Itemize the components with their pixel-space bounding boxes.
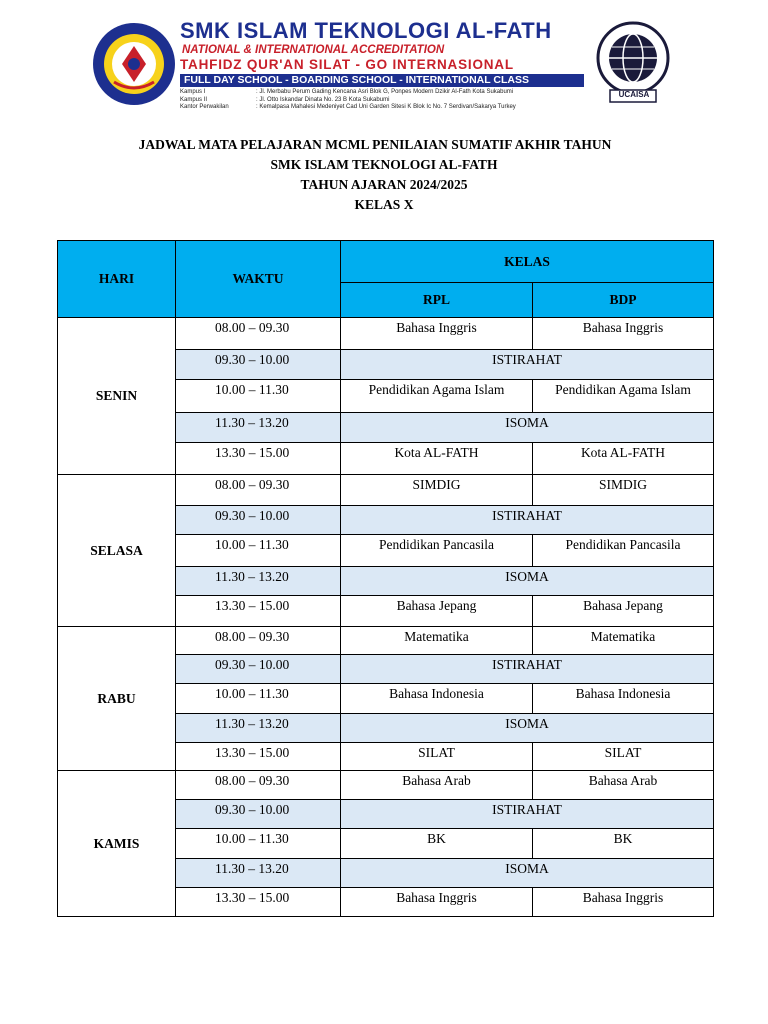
time-cell: 09.30 – 10.00: [176, 350, 341, 380]
table-row: [58, 475, 714, 506]
bdp-subject-cell: Kota AL-FATH: [533, 443, 714, 475]
break-cell: ISTIRAHAT: [341, 800, 714, 829]
time-cell: 10.00 – 11.30: [176, 829, 341, 859]
bdp-subject-cell: Bahasa Inggris: [533, 888, 714, 917]
table-row: [58, 627, 714, 655]
address-value: : Jl. Otto Iskandar Dinata No. 23 B Kota Sukabumi: [256, 96, 390, 103]
rpl-subject-cell: Bahasa Inggris: [341, 318, 533, 350]
address-value: : Jl. Merbabu Perum Gading Kencana Asri Blok G, Ponpes Modern Dzikir Al-Fath Kota Sukabumi: [256, 89, 514, 95]
tahfidz-tagline: TAHFIDZ QUR'AN SILAT - GO INTERNASIONAL: [180, 57, 514, 72]
rpl-subject-cell: Bahasa Arab: [341, 771, 533, 800]
break-cell: ISTIRAHAT: [341, 506, 714, 535]
title-line-4: KELAS X: [354, 197, 414, 212]
rpl-subject-cell: Bahasa Jepang: [341, 596, 533, 627]
rpl-subject-cell: Pendidikan Pancasila: [341, 535, 533, 567]
address-label: Kantor Perwakilan: [180, 104, 229, 110]
header-row: [58, 241, 714, 283]
school-name: SMK ISLAM TEKNOLOGI AL-FATH: [180, 18, 552, 43]
time-cell: 10.00 – 11.30: [176, 380, 341, 413]
bdp-subject-cell: Pendidikan Pancasila: [533, 535, 714, 567]
programs-banner: FULL DAY SCHOOL - BOARDING SCHOOL - INTERNATIONAL CLASS: [180, 74, 584, 87]
time-cell: 11.30 – 13.20: [176, 567, 341, 596]
address-label: Kampus I: [180, 89, 206, 95]
break-cell: ISOMA: [341, 714, 714, 743]
title-line-2: SMK ISLAM TEKNOLOGI AL-FATH: [270, 157, 498, 172]
rpl-subject-cell: Kota AL-FATH: [341, 443, 533, 475]
header-hari: HARI: [58, 241, 176, 318]
time-cell: 08.00 – 09.30: [176, 771, 341, 800]
bdp-subject-cell: SILAT: [533, 743, 714, 771]
time-cell: 13.30 – 15.00: [176, 743, 341, 771]
time-cell: 08.00 – 09.30: [176, 475, 341, 506]
time-cell: 10.00 – 11.30: [176, 535, 341, 567]
rpl-subject-cell: Matematika: [341, 627, 533, 655]
bdp-subject-cell: Bahasa Jepang: [533, 596, 714, 627]
time-cell: 08.00 – 09.30: [176, 318, 341, 350]
time-cell: 09.30 – 10.00: [176, 506, 341, 535]
time-cell: 13.30 – 15.00: [176, 596, 341, 627]
bdp-subject-cell: Pendidikan Agama Islam: [533, 380, 714, 413]
time-cell: 11.30 – 13.20: [176, 859, 341, 888]
rpl-subject-cell: Bahasa Indonesia: [341, 684, 533, 714]
bdp-subject-cell: Bahasa Inggris: [533, 318, 714, 350]
rpl-subject-cell: Pendidikan Agama Islam: [341, 380, 533, 413]
address-block: [180, 89, 590, 112]
letterhead: [180, 18, 590, 112]
title-line-1: JADWAL MATA PELAJARAN MCML PENILAIAN SUMATIF AKHIR TAHUN: [138, 137, 612, 152]
bdp-subject-cell: BK: [533, 829, 714, 859]
bdp-subject-cell: Matematika: [533, 627, 714, 655]
break-cell: ISOMA: [341, 567, 714, 596]
time-cell: 13.30 – 15.00: [176, 888, 341, 917]
time-cell: 08.00 – 09.30: [176, 627, 341, 655]
address-label: Kampus II: [180, 96, 208, 103]
document-title: [0, 135, 768, 215]
header-rpl: RPL: [341, 283, 533, 318]
school-logo: [92, 22, 176, 106]
bdp-subject-cell: Bahasa Arab: [533, 771, 714, 800]
time-cell: 09.30 – 10.00: [176, 655, 341, 684]
rpl-subject-cell: Bahasa Inggris: [341, 888, 533, 917]
break-cell: ISTIRAHAT: [341, 350, 714, 380]
break-cell: ISOMA: [341, 859, 714, 888]
time-cell: 09.30 – 10.00: [176, 800, 341, 829]
rpl-subject-cell: SIMDIG: [341, 475, 533, 506]
break-cell: ISTIRAHAT: [341, 655, 714, 684]
bdp-subject-cell: Bahasa Indonesia: [533, 684, 714, 714]
rpl-subject-cell: BK: [341, 829, 533, 859]
time-cell: 11.30 – 13.20: [176, 413, 341, 443]
rpl-subject-cell: SILAT: [341, 743, 533, 771]
table-row: [58, 318, 714, 350]
address-value: : Kemalpasa Mahalesi Medeniyet Cad Uni Garden Sitesi K Blok Ic No. 7 Serdivan/Sakarya Turkey: [256, 104, 516, 110]
header-bdp: BDP: [533, 283, 714, 318]
table-row: [58, 771, 714, 800]
accreditation: NATIONAL & INTERNATIONAL ACCREDITATION: [182, 44, 445, 56]
day-cell: SENIN: [58, 318, 176, 475]
break-cell: ISOMA: [341, 413, 714, 443]
header-kelas: KELAS: [341, 241, 714, 283]
day-cell: SELASA: [58, 475, 176, 627]
bdp-subject-cell: SIMDIG: [533, 475, 714, 506]
time-cell: 13.30 – 15.00: [176, 443, 341, 475]
day-cell: RABU: [58, 627, 176, 771]
title-line-3: TAHUN AJARAN 2024/2025: [300, 177, 468, 192]
day-cell: KAMIS: [58, 771, 176, 917]
header-waktu: WAKTU: [176, 241, 341, 318]
ucaisa-badge-text: UCAISA: [618, 90, 650, 99]
schedule-table: [57, 240, 714, 917]
time-cell: 10.00 – 11.30: [176, 684, 341, 714]
time-cell: 11.30 – 13.20: [176, 714, 341, 743]
